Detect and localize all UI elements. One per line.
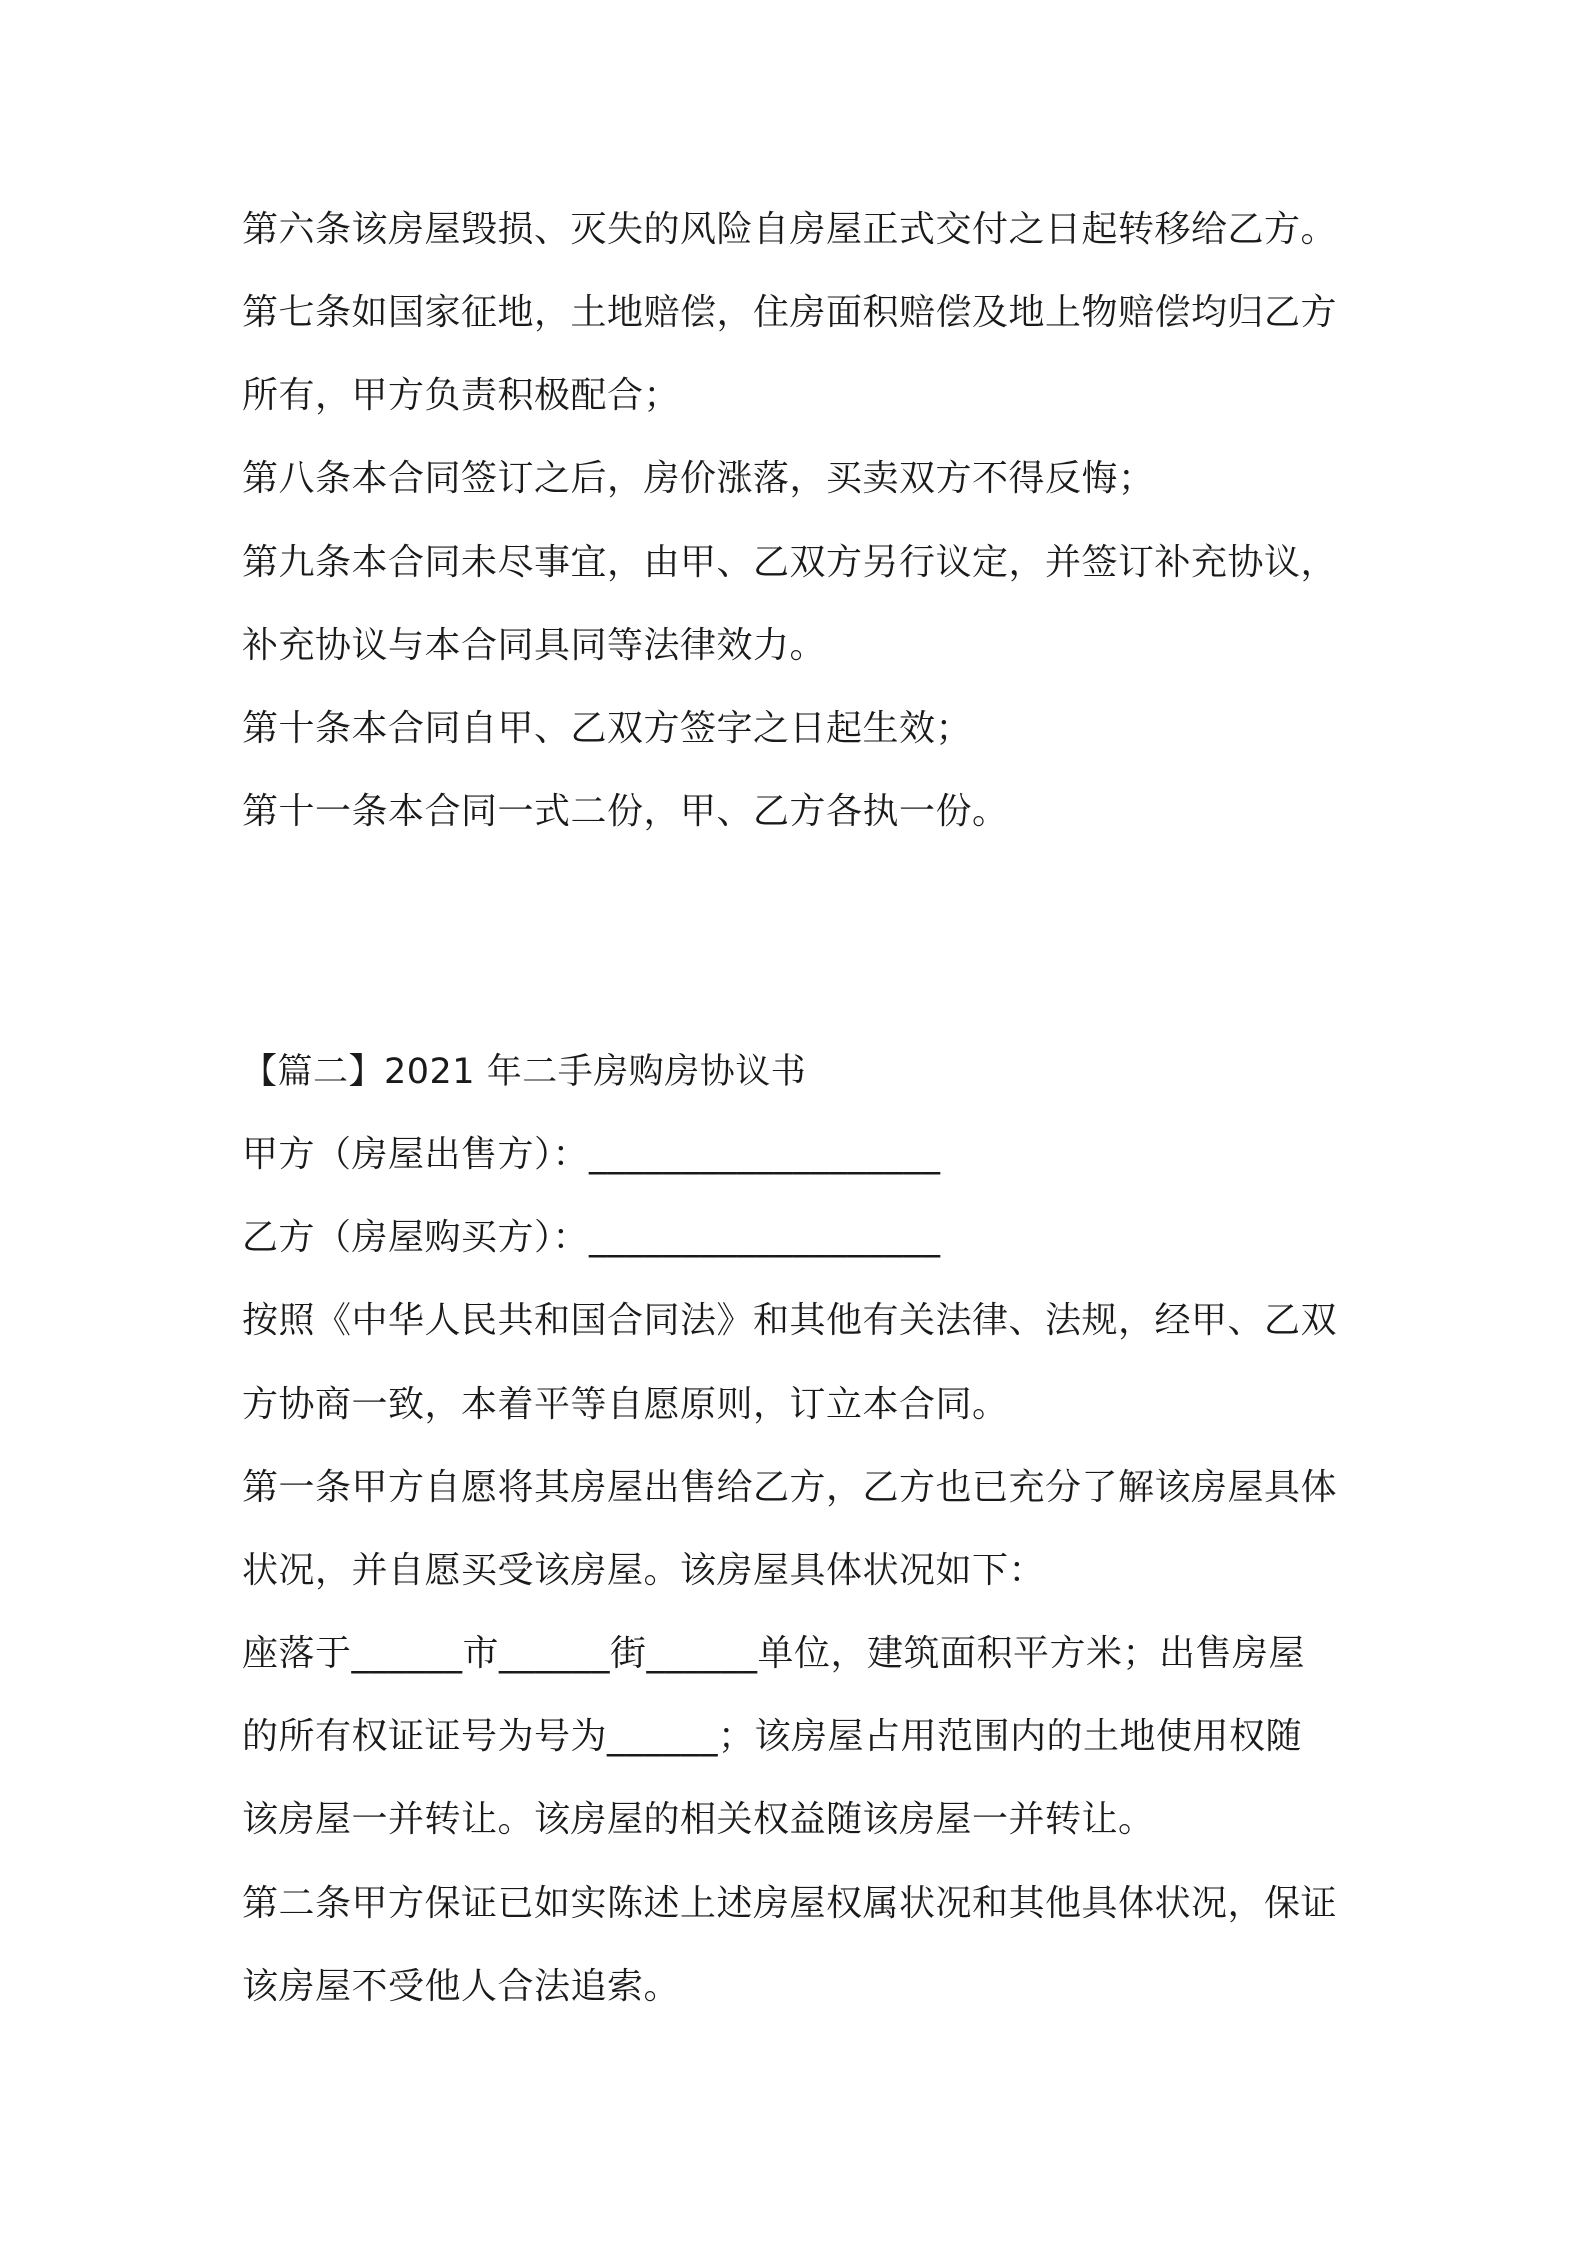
article-1-line-3: 座落于______市______街______单位，建筑面积平方米；出售房屋 — [242, 1633, 1306, 1674]
document-page — [242, 0, 1362, 2244]
preamble-line-2: 方协商一致，本着平等自愿原则，订立本合同。 — [242, 1384, 1009, 1425]
article-1-line-5: 该房屋一并转让。该房屋的相关权益随该房屋一并转让。 — [242, 1799, 1155, 1840]
clause-7-line-1: 第七条如国家征地，土地赔偿，住房面积赔偿及地上物赔偿均归乙方 — [242, 292, 1338, 333]
clause-9-line-2: 补充协议与本合同具同等法律效力。 — [242, 625, 827, 666]
article-1-line-2: 状况，并自愿买受该房屋。该房屋具体状况如下： — [242, 1550, 1046, 1591]
clause-9-line-1: 第九条本合同未尽事宜，由甲、乙双方另行议定，并签订补充协议， — [242, 542, 1338, 583]
clause-6: 第六条该房屋毁损、灭失的风险自房屋正式交付之日起转移给乙方。 — [242, 209, 1338, 250]
article-2-line-2: 该房屋不受他人合法追索。 — [242, 1966, 681, 2007]
party-a-field: 甲方（房屋出售方）：___________________ — [242, 1134, 941, 1175]
article-1-line-4: 的所有权证证号为号为______；该房屋占用范围内的土地使用权随 — [242, 1716, 1303, 1757]
clause-8: 第八条本合同签订之后，房价涨落，买卖双方不得反悔； — [242, 458, 1155, 499]
clause-7-line-2: 所有，甲方负责积极配合； — [242, 375, 681, 416]
section-heading: 【篇二】2021 年二手房购房协议书 — [242, 1052, 807, 1092]
preamble-line-1: 按照《中华人民共和国合同法》和其他有关法律、法规，经甲、乙双 — [242, 1300, 1338, 1341]
article-1-line-1: 第一条甲方自愿将其房屋出售给乙方，乙方也已充分了解该房屋具体 — [242, 1467, 1338, 1508]
clause-11: 第十一条本合同一式二份，甲、乙方各执一份。 — [242, 791, 1009, 832]
article-2-line-1: 第二条甲方保证已如实陈述上述房屋权属状况和其他具体状况，保证 — [242, 1883, 1338, 1924]
party-b-field: 乙方（房屋购买方）：___________________ — [242, 1217, 941, 1258]
clause-10: 第十条本合同自甲、乙双方签字之日起生效； — [242, 708, 973, 749]
